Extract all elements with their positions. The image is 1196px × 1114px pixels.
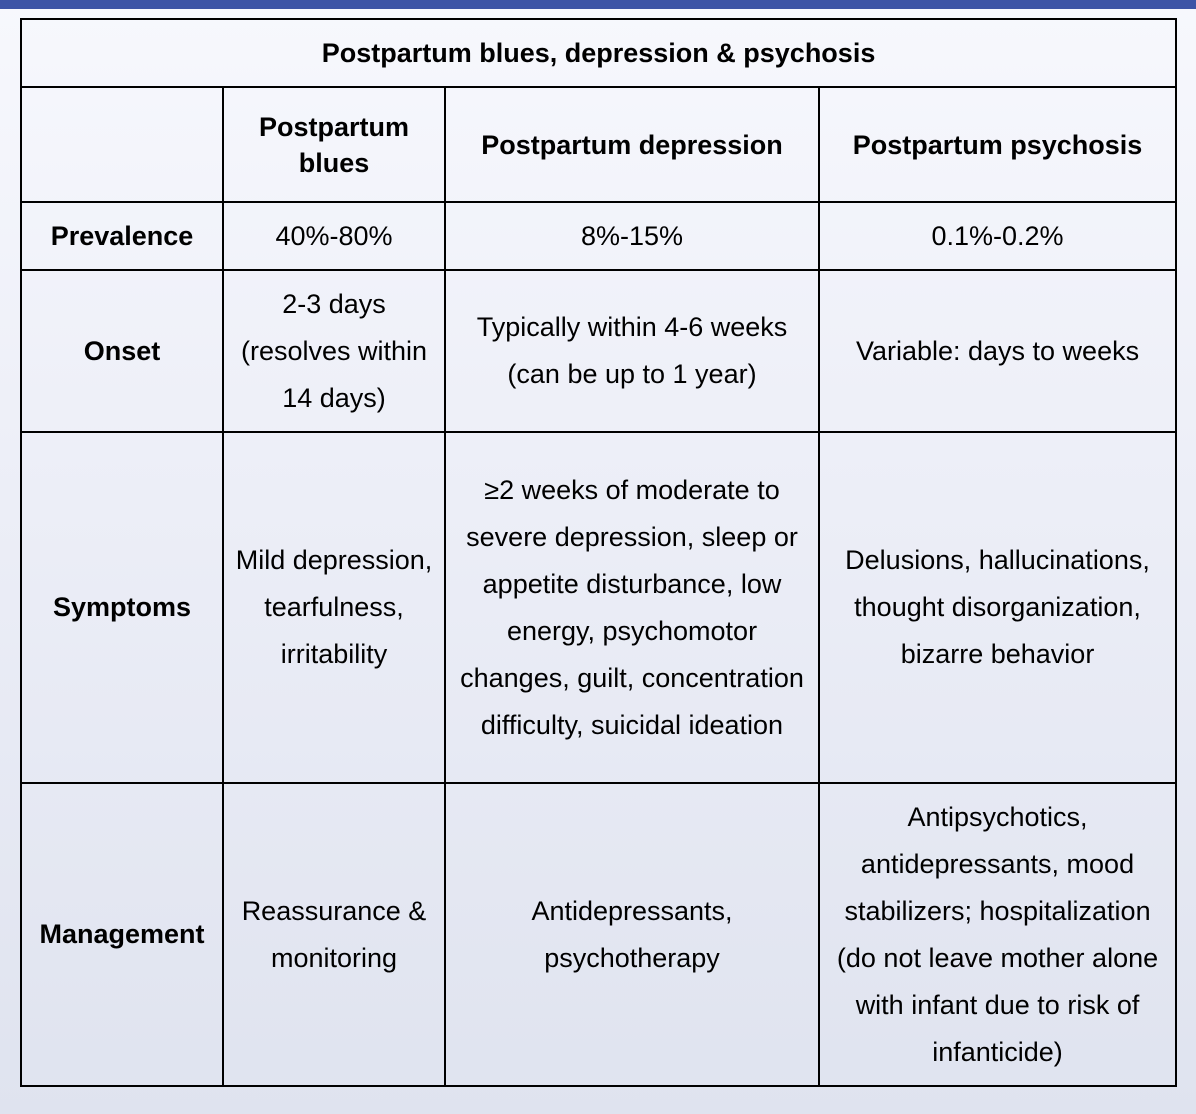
- cell-depression-onset: Typically within 4-6 weeks (can be up to 1 year): [445, 270, 819, 432]
- table-row-prevalence: [21, 202, 1176, 270]
- header-postpartum-depression: Postpartum depression: [445, 87, 819, 202]
- row-label-onset: Onset: [21, 270, 223, 432]
- cell-psychosis-symptoms: Delusions, hallucinations, thought disorganization, bizarre behavior: [819, 432, 1176, 783]
- cell-psychosis-management: Antipsychotics, antidepressants, mood stabilizers; hospitalization (do not leave mother alone with infant due to risk of infanticide): [819, 783, 1176, 1086]
- cell-blues-symptoms: Mild depression, tearfulness, irritability: [223, 432, 445, 783]
- cell-depression-prevalence: 8%-15%: [445, 202, 819, 270]
- cell-depression-management: Antidepressants, psychotherapy: [445, 783, 819, 1086]
- header-postpartum-blues: Postpartum blues: [223, 87, 445, 202]
- table-title-row: [21, 19, 1176, 87]
- header-postpartum-psychosis: Postpartum psychosis: [819, 87, 1176, 202]
- cell-blues-onset: 2-3 days (resolves within 14 days): [223, 270, 445, 432]
- row-label-symptoms: Symptoms: [21, 432, 223, 783]
- cell-blues-management: Reassurance & monitoring: [223, 783, 445, 1086]
- comparison-table: [20, 18, 1177, 1087]
- top-banner-bar: [0, 0, 1196, 9]
- table-title: Postpartum blues, depression & psychosis: [21, 19, 1176, 87]
- cell-psychosis-onset: Variable: days to weeks: [819, 270, 1176, 432]
- row-label-management: Management: [21, 783, 223, 1086]
- cell-psychosis-prevalence: 0.1%-0.2%: [819, 202, 1176, 270]
- row-label-prevalence: Prevalence: [21, 202, 223, 270]
- table-row-onset: [21, 270, 1176, 432]
- header-empty-cell: [21, 87, 223, 202]
- cell-blues-prevalence: 40%-80%: [223, 202, 445, 270]
- table-header-row: [21, 87, 1176, 202]
- table-row-symptoms: [21, 432, 1176, 783]
- table-row-management: [21, 783, 1176, 1086]
- cell-depression-symptoms: ≥2 weeks of moderate to severe depression, sleep or appetite disturbance, low energy, psychomotor changes, guilt, concentration difficulty, suicidal ideation: [445, 432, 819, 783]
